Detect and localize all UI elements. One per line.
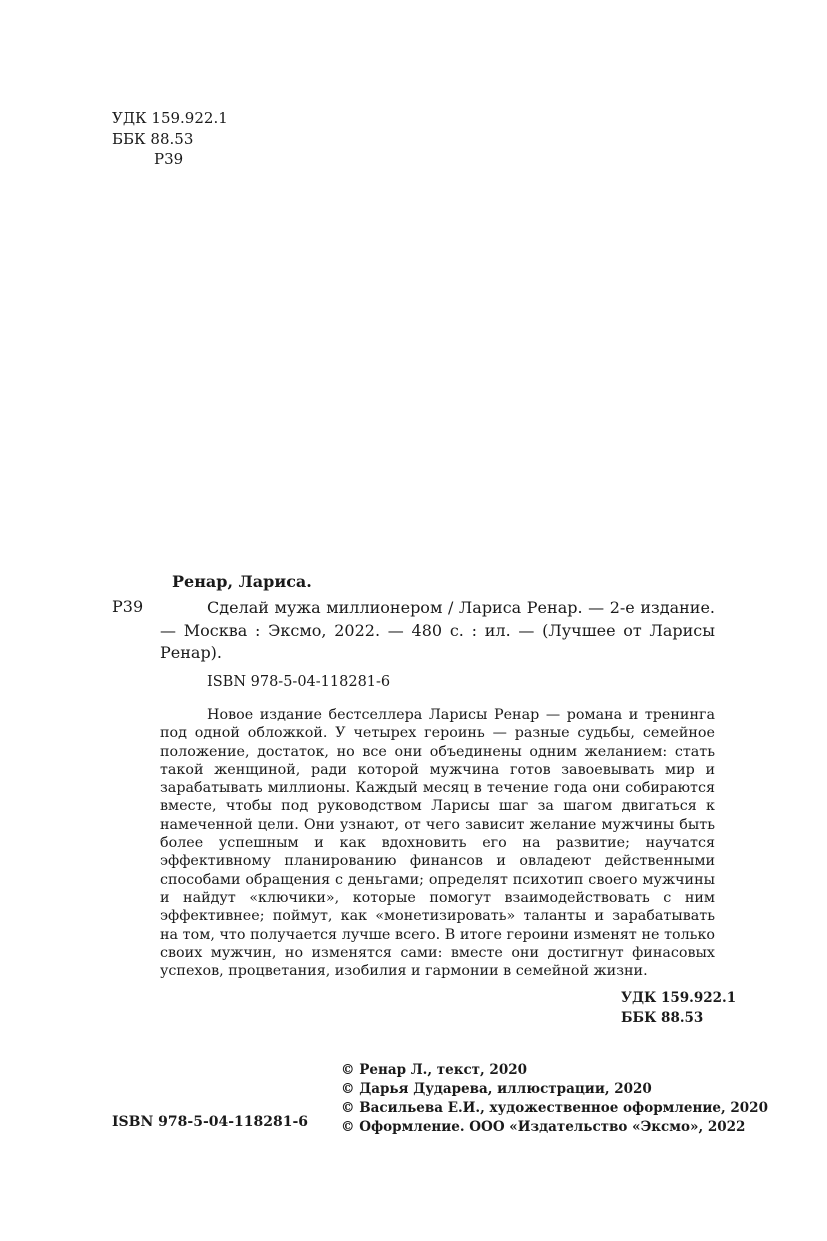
udk-code: УДК 159.922.1 xyxy=(112,109,228,127)
copyright-line: © Оформление. ООО «Издательство «Эксмо», 2022 xyxy=(341,1119,746,1135)
annotation-udk: УДК 159.922.1 xyxy=(621,990,737,1006)
annotation-text: Новое издание бестселлера Ларисы Ренар — романа и тренинга под одной обложкой. У четырех героинь — разные судьбы, семейное положение, достаток, но все они объединены одним желанием: стать такой женщиной, ради которой мужчина готов завоевывать мир и зарабатывать миллионы. Каждый месяц в течение года они собираются вместе, чтобы под руководством Ларисы шаг за шагом двигаться к намеченной цели. Они узнают, от чего зависит желание мужчины быть более успешным и как вдохновить его на развитие; научатся эффективному планированию финансов и овладеют действенными способами обращения с деньгами; определят психотип своего мужчины и найдут «ключики», которые помогут взаимодействовать с ним эффективнее; поймут, как «монетизировать» таланты и зарабатывать на том, что получается лучше всего. В итоге героини изменят не только своих мужчин, но изменятся сами: вместе они достигнут финасовых успехов, процветания, изобилия и гармонии в семейной жизни. xyxy=(160,707,715,980)
author-sign: Р39 xyxy=(154,150,184,168)
entry-isbn: ISBN 978-5-04-118281-6 xyxy=(207,674,391,690)
annotation-bbk: ББК 88.53 xyxy=(621,1010,704,1026)
entry-author-sign: Р39 xyxy=(112,597,144,616)
copyright-line: © Ренар Л., текст, 2020 xyxy=(341,1062,528,1078)
classification-block xyxy=(112,108,228,170)
bbk-code: ББК 88.53 xyxy=(112,129,194,148)
annotation-codes xyxy=(621,988,736,1028)
copyright-line: © Дарья Дударева, иллюстрации, 2020 xyxy=(341,1081,652,1097)
entry-author: Ренар, Лариса. xyxy=(172,572,312,591)
copyright-line: © Васильева Е.И., художественное оформление, 2020 xyxy=(341,1100,768,1116)
entry-title-description: Сделай мужа миллионером / Лариса Ренар. — 2-е издание. — Москва : Эксмо, 2022. — 480 с. : ил. — (Лучшее от Ларисы Ренар). xyxy=(160,598,715,662)
copyright-block xyxy=(341,1061,768,1137)
bottom-isbn: ISBN 978-5-04-118281-6 xyxy=(112,1114,309,1130)
